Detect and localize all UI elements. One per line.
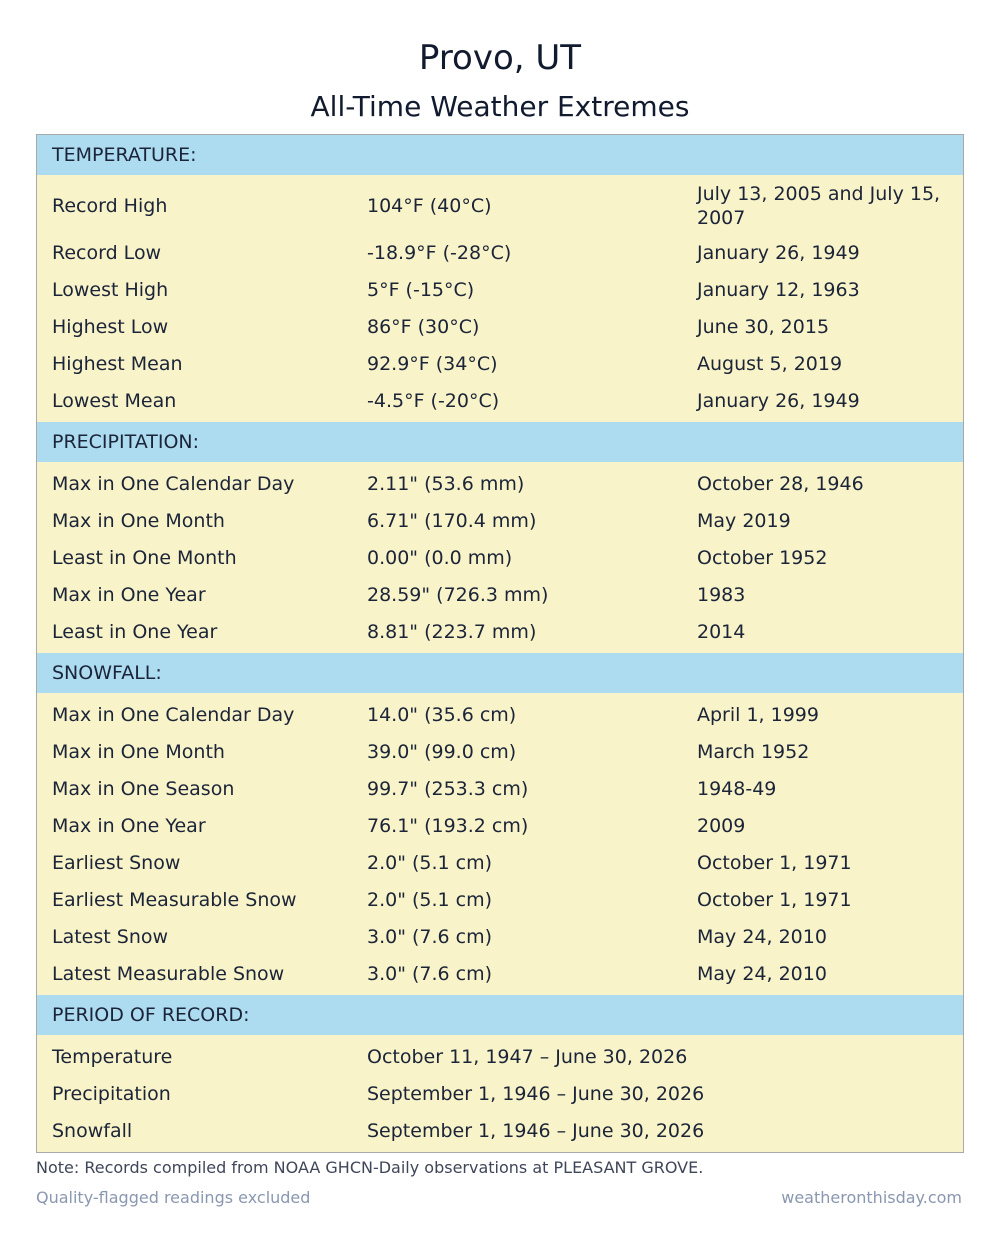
table-row (37, 1075, 963, 1112)
table-row (37, 271, 963, 308)
row-value: 2.11" (53.6 mm) (367, 472, 525, 495)
table-row (37, 382, 963, 419)
table-row (37, 733, 963, 770)
row-value: 5°F (-15°C) (367, 278, 475, 301)
row-date: October 1, 1971 (697, 851, 852, 874)
row-label: Least in One Month (52, 546, 237, 569)
row-label: Max in One Calendar Day (52, 472, 295, 495)
row-value: September 1, 1946 – June 30, 2026 (367, 1082, 705, 1105)
row-value: 8.81" (223.7 mm) (367, 620, 537, 643)
row-label: Max in One Year (52, 583, 206, 606)
table-row (37, 345, 963, 382)
row-date: January 12, 1963 (697, 278, 860, 301)
row-label: Least in One Year (52, 620, 218, 643)
table-row (37, 539, 963, 576)
row-label: Max in One Month (52, 740, 225, 763)
row-value: 0.00" (0.0 mm) (367, 546, 513, 569)
row-label: Latest Snow (52, 925, 169, 948)
row-label: Temperature (52, 1045, 173, 1068)
period-rows (37, 1035, 963, 1152)
table-row (37, 576, 963, 613)
table-row (37, 465, 963, 502)
extremes-table (36, 134, 964, 1153)
snowfall-rows (37, 693, 963, 995)
section-header-temperature: TEMPERATURE: (37, 135, 963, 175)
row-date: October 28, 1946 (697, 472, 864, 495)
page-title: Provo, UT (418, 38, 582, 78)
row-label: Earliest Snow (52, 851, 181, 874)
row-label: Lowest High (52, 278, 169, 301)
row-date: May 24, 2010 (697, 962, 827, 985)
row-date: 1948-49 (697, 777, 777, 800)
row-label: Max in One Season (52, 777, 235, 800)
row-date: May 24, 2010 (697, 925, 827, 948)
row-date: October 1, 1971 (697, 888, 852, 911)
row-value: 28.59" (726.3 mm) (367, 583, 549, 606)
row-value: 3.0" (7.6 cm) (367, 962, 493, 985)
row-label: Earliest Measurable Snow (52, 888, 297, 911)
row-label: Max in One Calendar Day (52, 703, 295, 726)
row-value: September 1, 1946 – June 30, 2026 (367, 1119, 705, 1142)
row-value: 104°F (40°C) (367, 195, 492, 217)
table-row (37, 1112, 963, 1149)
table-row (37, 918, 963, 955)
table-row (37, 613, 963, 650)
table-row (37, 308, 963, 345)
row-label: Highest Low (52, 315, 169, 338)
page-subtitle: All-Time Weather Extremes (310, 90, 690, 123)
row-value: 3.0" (7.6 cm) (367, 925, 493, 948)
row-value: 14.0" (35.6 cm) (367, 703, 517, 726)
table-row (37, 696, 963, 733)
table-row (37, 770, 963, 807)
table-row (37, 234, 963, 271)
row-label: Precipitation (52, 1082, 171, 1105)
row-date: June 30, 2015 (697, 315, 830, 338)
row-date: July 13, 2005 and July 15, 2007 (697, 183, 941, 229)
section-header-period-of-record: PERIOD OF RECORD: (37, 995, 963, 1035)
row-value: 6.71" (170.4 mm) (367, 509, 537, 532)
temperature-rows (37, 175, 963, 422)
row-label: Record High (52, 195, 168, 217)
row-label: Highest Mean (52, 352, 183, 375)
row-label: Max in One Month (52, 509, 225, 532)
row-value: -18.9°F (-28°C) (367, 241, 512, 264)
row-value: 2.0" (5.1 cm) (367, 851, 493, 874)
row-value: -4.5°F (-20°C) (367, 389, 500, 412)
row-value: 76.1" (193.2 cm) (367, 814, 529, 837)
row-value: 39.0" (99.0 cm) (367, 740, 517, 763)
row-label: Snowfall (52, 1119, 133, 1142)
precipitation-rows (37, 462, 963, 653)
row-date: May 2019 (697, 509, 791, 532)
section-header-precipitation: PRECIPITATION: (37, 422, 963, 462)
row-value: October 11, 1947 – June 30, 2026 (367, 1045, 688, 1068)
row-value: 86°F (30°C) (367, 315, 480, 338)
row-value: 92.9°F (34°C) (367, 352, 498, 375)
table-row (37, 178, 963, 234)
section-header-snowfall: SNOWFALL: (37, 653, 963, 693)
row-label: Lowest Mean (52, 389, 177, 412)
source-note: Note: Records compiled from NOAA GHCN-Daily observations at PLEASANT GROVE. (36, 1158, 704, 1177)
site-credit: weatheronthisday.com (781, 1188, 962, 1207)
row-date: August 5, 2019 (697, 352, 843, 375)
row-label: Record Low (52, 241, 162, 264)
row-date: March 1952 (697, 740, 810, 763)
table-row (37, 807, 963, 844)
table-row (37, 1038, 963, 1075)
table-row (37, 502, 963, 539)
table-row (37, 844, 963, 881)
row-value: 2.0" (5.1 cm) (367, 888, 493, 911)
row-label: Latest Measurable Snow (52, 962, 285, 985)
row-date: 1983 (697, 583, 746, 606)
row-date: October 1952 (697, 546, 828, 569)
quality-note: Quality-flagged readings excluded (36, 1188, 311, 1207)
row-date: 2014 (697, 620, 746, 643)
row-date: April 1, 1999 (697, 703, 819, 726)
row-date: January 26, 1949 (697, 241, 860, 264)
row-label: Max in One Year (52, 814, 206, 837)
row-date: January 26, 1949 (697, 389, 860, 412)
row-value: 99.7" (253.3 cm) (367, 777, 529, 800)
table-row (37, 955, 963, 992)
row-date: 2009 (697, 814, 746, 837)
table-row (37, 881, 963, 918)
